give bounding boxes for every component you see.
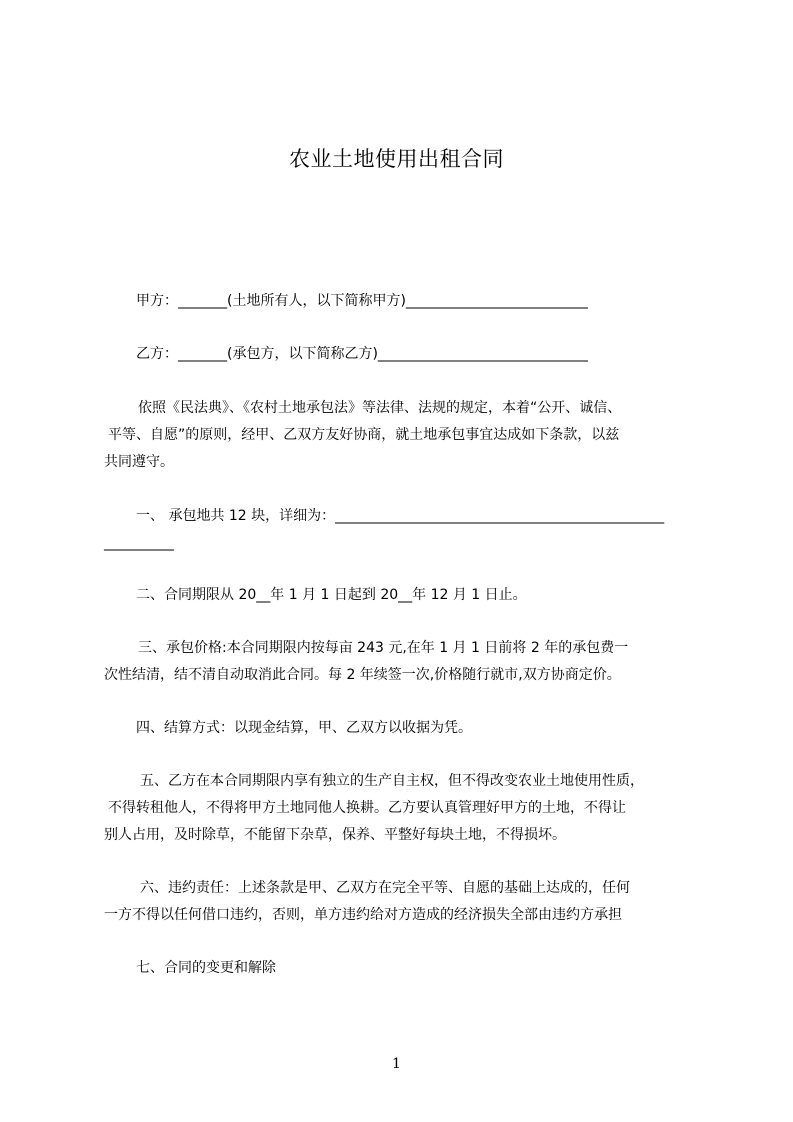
clause-line: 五、乙方在本合同期限内享有独立的生产自主权，但不得改变农业土地使用性质， [140, 773, 644, 789]
page-number: 1 [392, 1056, 401, 1072]
clause-line: 次性结清，结不清自动取消此合同。每 2 年续签一次,价格随行就市,双方协商定价。 [104, 667, 621, 683]
clause-line: 六、违约责任：上述条款是甲、乙双方在完全平等、自愿的基础上达成的，任何 [140, 880, 630, 896]
document-title: 农业土地使用出租合同 [289, 147, 504, 171]
clause-line: __________ [104, 535, 174, 551]
party-b-line: 乙方：_______(承包方，以下简称乙方)______________________________ [136, 346, 588, 362]
clause-line: 一方不得以任何借口违约，否则，单方违约给对方造成的经济损失全部由违约方承担 [104, 907, 622, 923]
clause-line: 三、承包价格:本合同期限内按每亩 243 元,在年 1 月 1 日前将 2 年的承包费一 [138, 640, 629, 656]
party-a-line: 甲方：_______(土地所有人，以下简称甲方)__________________________ [136, 293, 588, 309]
clause-7: 七、合同的变更和解除 [136, 960, 276, 976]
preamble-line: 平等、自愿”的原则，经甲、乙双方友好协商，就土地承包事宜达成如下条款，以兹 [108, 427, 620, 443]
clause-line: 别人占用，及时除草，不能留下杂草，保养、平整好每块土地，不得损坏。 [104, 827, 566, 843]
clause-4: 四、结算方式：以现金结算，甲、乙双方以收据为凭。 [136, 720, 472, 736]
preamble-line: 共同遵守。 [104, 454, 174, 470]
clause-line: 不得转租他人，不得将甲方土地同他人换耕。乙方要认真管理好甲方的土地，不得让 [108, 800, 626, 816]
clause-line: 一、 承包地共 12 块，详细为：_______________________________________________ [136, 508, 665, 524]
preamble-line: 依照《民法典》、《农村土地承包法》等法律、法规的规定，本着“公开、诚信、 [138, 400, 622, 416]
clause-2: 二、合同期限从 20__年 1 月 1 日起到 20__年 12 月 1 日止。 [136, 587, 527, 603]
